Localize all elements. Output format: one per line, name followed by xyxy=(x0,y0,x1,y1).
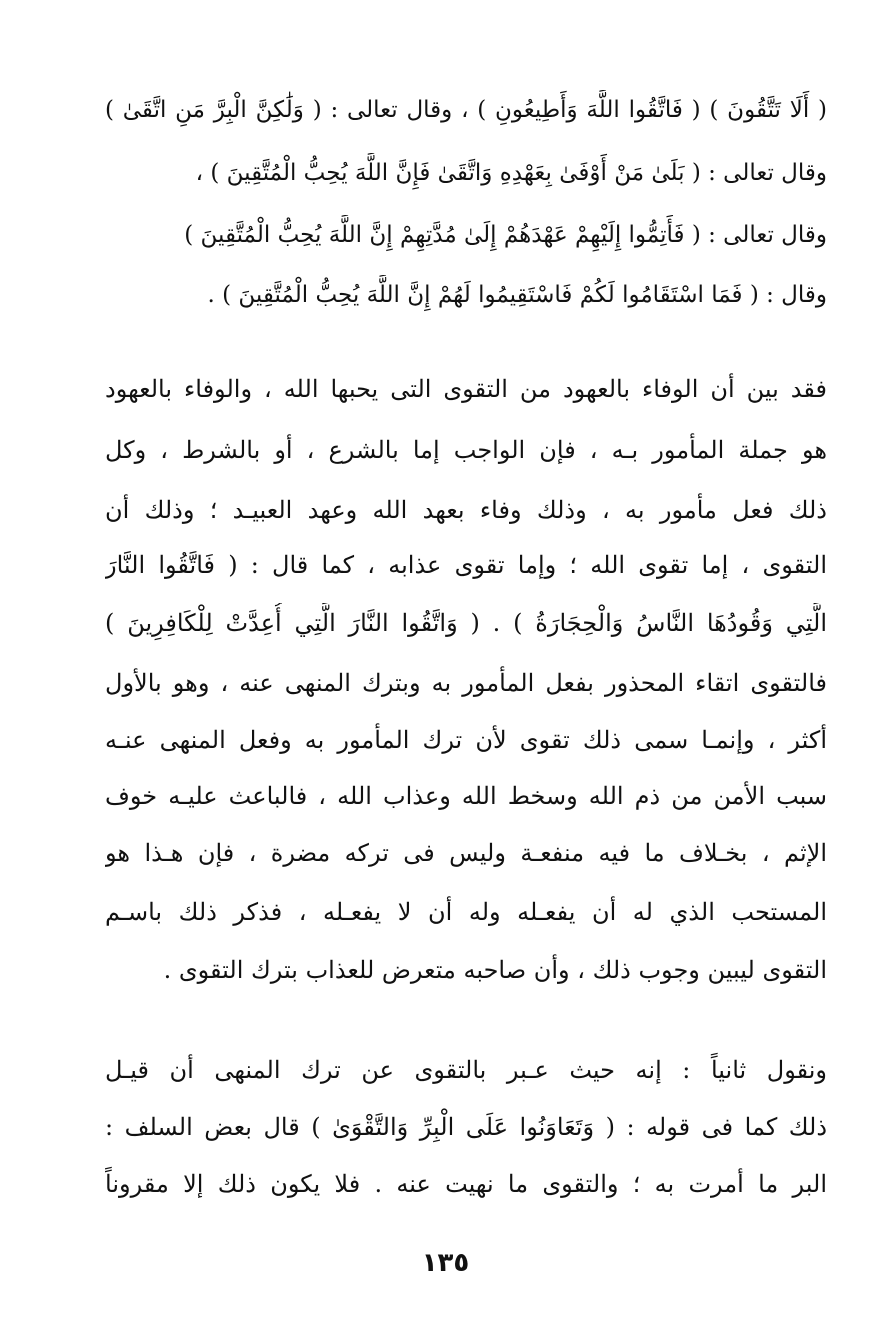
paragraph-2-line-3: البر ما أمرت به ؛ والتقوى ما نهيت عنه . فلا يكون ذلك إلا مقروناً xyxy=(105,1170,827,1198)
paragraph-1-line-11: التقوى ليبين وجوب ذلك ، وأن صاحبه متعرض للعذاب بترك التقوى . xyxy=(163,956,827,984)
verse-line-2: وقال تعالى : ( بَلَىٰ مَنْ أَوْفَىٰ بِعَهْدِهِ وَاتَّقَىٰ فَإِنَّ اللَّهَ يُحِبُّ الْمُتَّقِينَ ) ، xyxy=(195,160,827,186)
paragraph-1-line-10: المستحب الذي له أن يفعـله وله أن لا يفعـله ، فذكر ذلك باسـم xyxy=(105,898,827,926)
paragraph-1-line-4: التقوى ، إما تقوى الله ؛ وإما تقوى عذابه ، كما قال : ( فَاتَّقُوا النَّارَ xyxy=(105,551,827,579)
paragraph-1-line-2: هو جملة المأمور بـه ، فإن الواجب إما بالشرع ، أو بالشرط ، وكل xyxy=(105,436,827,464)
paragraph-1-line-9: الإثم ، بخـلاف ما فيه منفعـة وليس فى تركه مضرة ، فإن هـذا هو xyxy=(105,839,827,867)
verse-line-1: ( أَلَا تَتَّقُونَ ) ( فَاتَّقُوا اللَّهَ وَأَطِيعُونِ ) ، وقال تعالى : ( وَلَٰكِنَّ الْبِرَّ مَنِ اتَّقَىٰ ) xyxy=(105,97,827,123)
paragraph-2-line-1: ونقول ثانياً : إنه حيث عـبر بالتقوى عن ترك المنهى أن قيـل xyxy=(105,1056,827,1084)
page-number: ١٣٥ xyxy=(421,1248,470,1278)
paragraph-1-line-7: أكثر ، وإنمـا سمى ذلك تقوى لأن ترك المأمور به وفعل المنهى عنـه xyxy=(105,726,827,754)
verse-line-4: وقال : ( فَمَا اسْتَقَامُوا لَكُمْ فَاسْتَقِيمُوا لَهُمْ إِنَّ اللَّهَ يُحِبُّ الْمُتَّقِينَ ) . xyxy=(207,282,827,308)
paragraph-1-line-5: الَّتِي وَقُودُهَا النَّاسُ وَالْحِجَارَةُ ) . ( وَاتَّقُوا النَّارَ الَّتِي أُعِدَّتْ لِلْكَافِرِينَ ) xyxy=(105,609,827,637)
paragraph-1-line-3: ذلك فعل مأمور به ، وذلك وفاء بعهد الله وعهد العبيـد ؛ وذلك أن xyxy=(105,496,827,524)
paragraph-1-line-1: فقد بين أن الوفاء بالعهود من التقوى التى يحبها الله ، والوفاء بالعهود xyxy=(105,375,827,403)
paragraph-1-line-8: سبب الأمن من ذم الله وسخط الله وعذاب الله ، فالباعث عليـه خوف xyxy=(105,782,827,810)
verse-line-3: وقال تعالى : ( فَأَتِمُّوا إِلَيْهِمْ عَهْدَهُمْ إِلَىٰ مُدَّتِهِمْ إِنَّ اللَّهَ يُحِبُّ الْمُتَّقِينَ ) xyxy=(184,222,827,248)
paragraph-2-line-2: ذلك كما فى قوله : ( وَتَعَاوَنُوا عَلَى الْبِرِّ وَالتَّقْوَىٰ ) قال بعض السلف : xyxy=(105,1113,827,1141)
paragraph-1-line-6: فالتقوى اتقاء المحذور بفعل المأمور به وبترك المنهى عنه ، وهو بالأول xyxy=(105,669,827,697)
